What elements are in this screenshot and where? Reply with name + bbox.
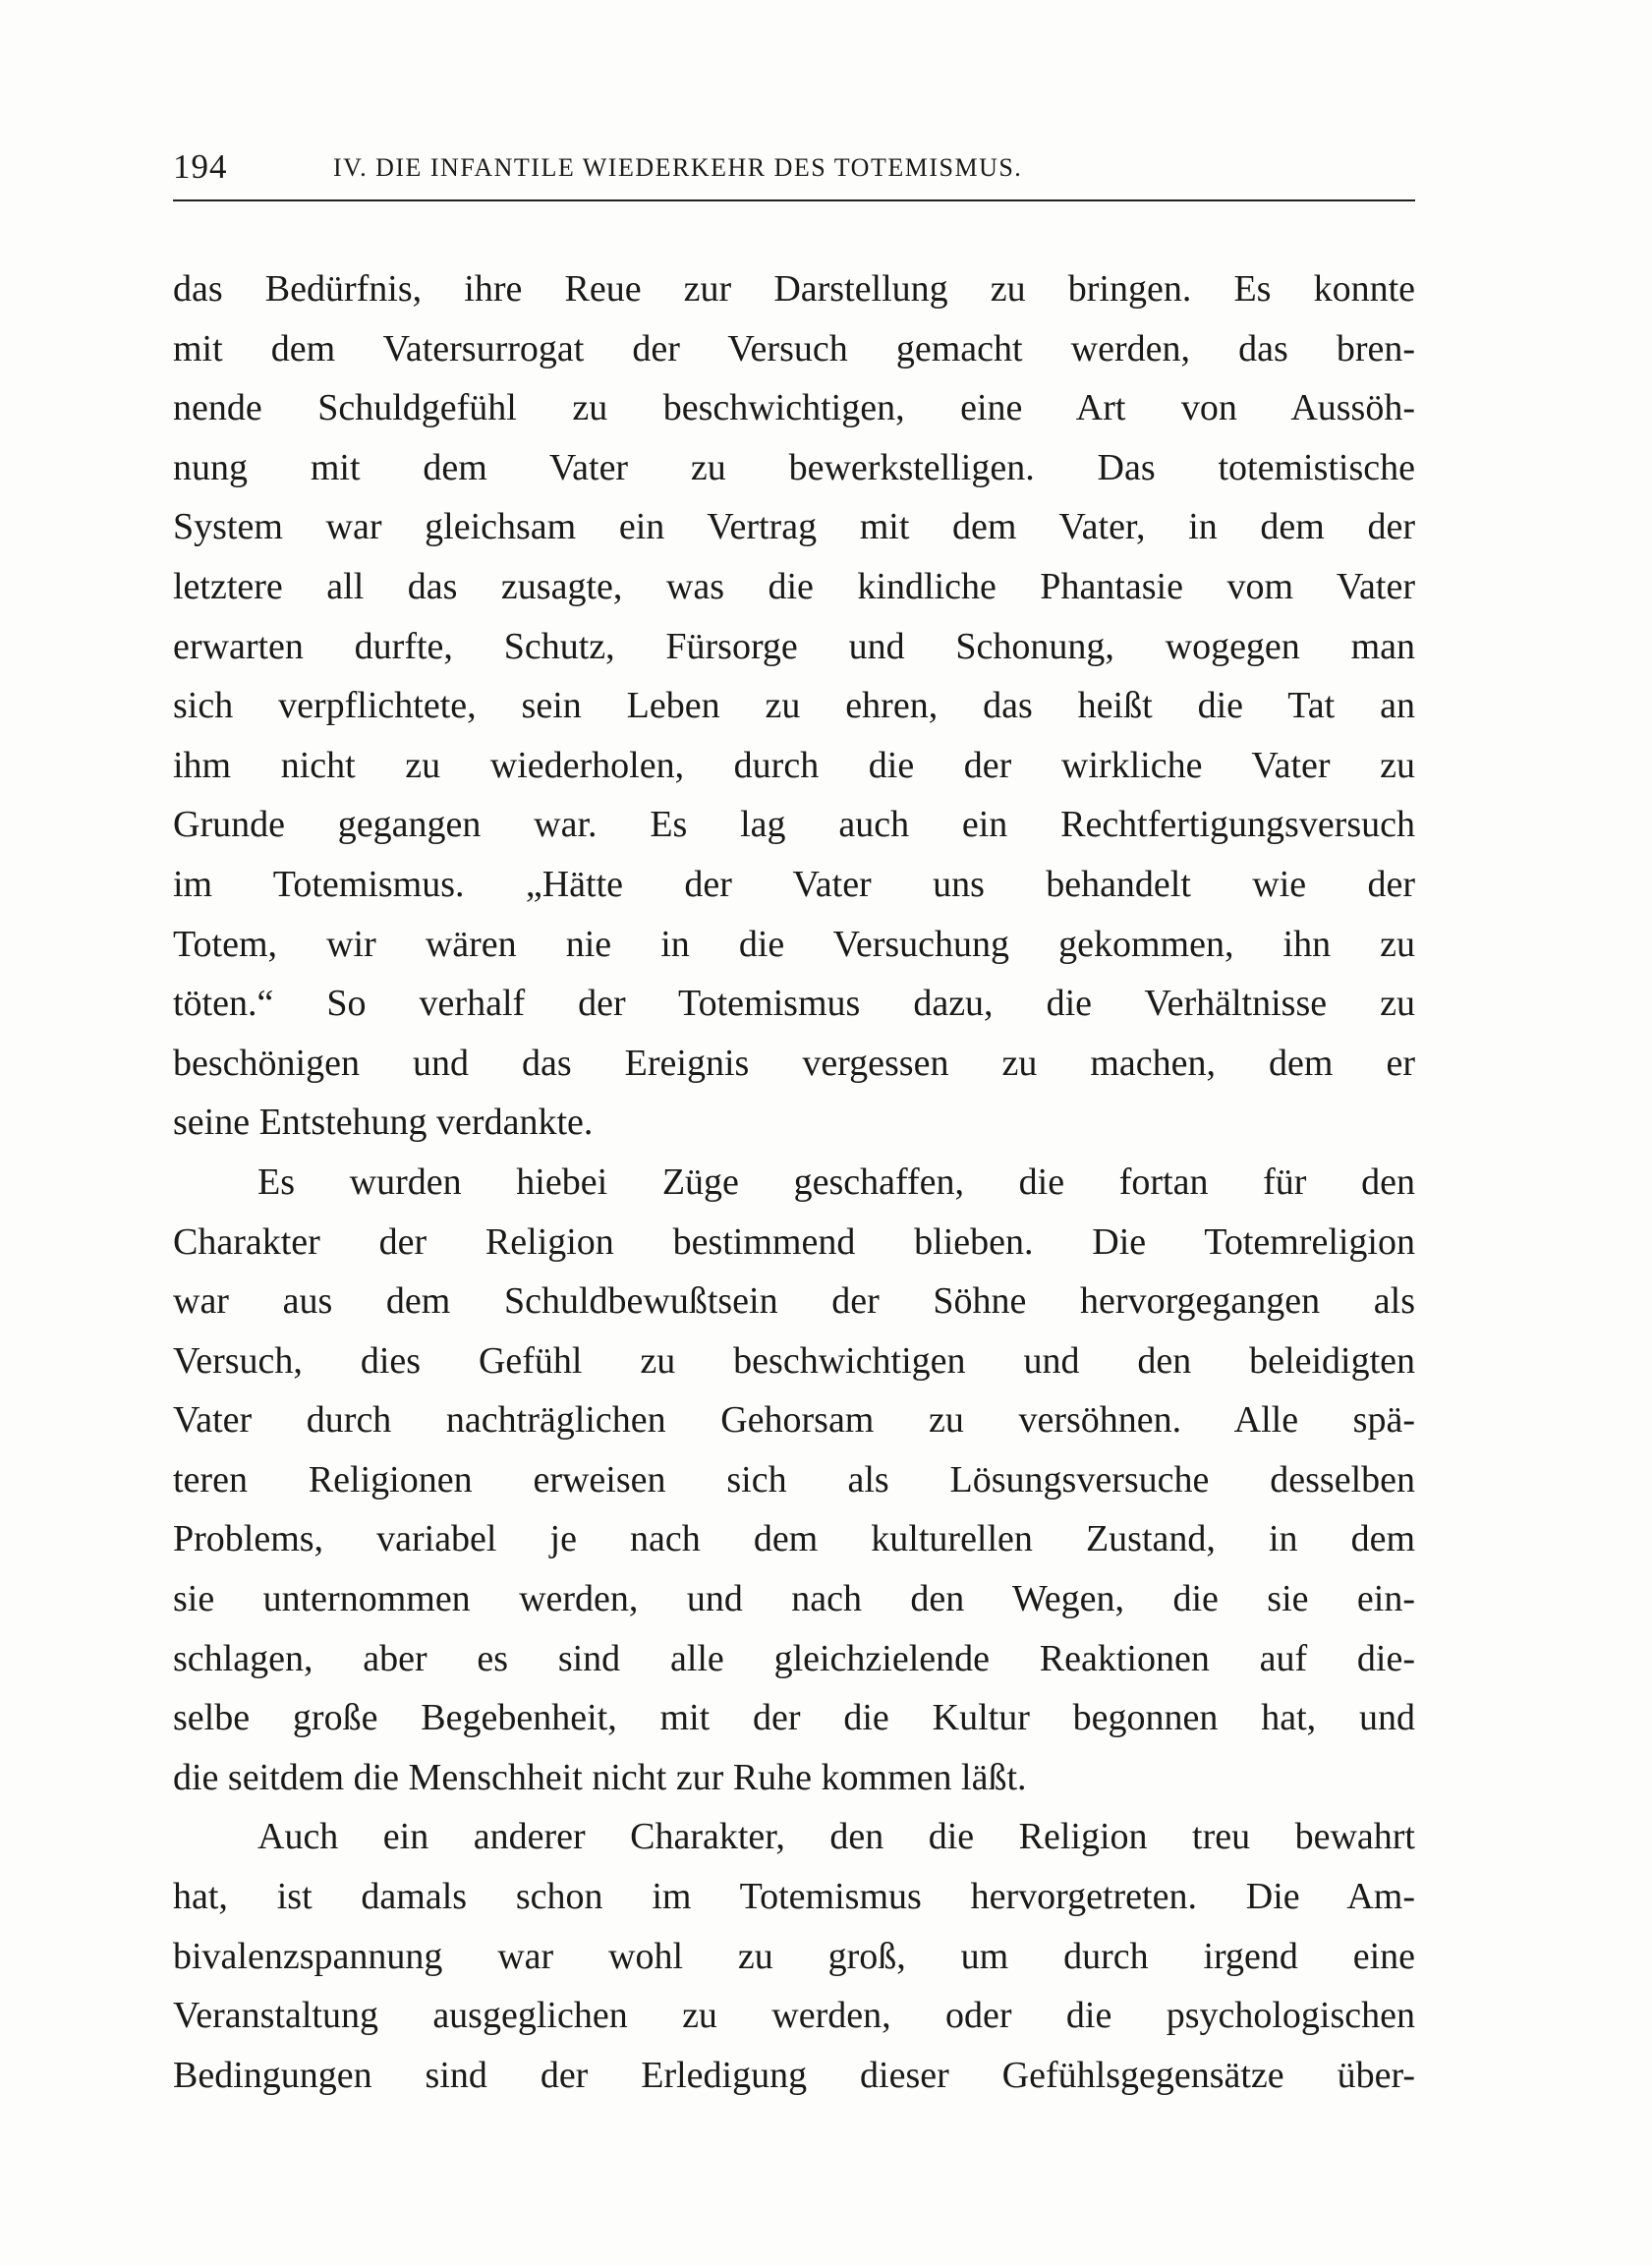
paragraph-1 (173, 259, 1415, 1153)
text-line: Veranstaltung ausgeglichen zu werden, oder die psychologischen (173, 1995, 1415, 2037)
text-line: selbe große Begebenheit, mit der die Kultur begonnen hat, und (173, 1697, 1415, 1739)
text-line: Es wurden hiebei Züge geschaffen, die fortan für den (257, 1161, 1415, 1203)
text-line: im Totemismus. „Hätte der Vater uns behandelt wie der (173, 863, 1415, 905)
text-line: bivalenzspannung war wohl zu groß, um durch irgend eine (173, 1935, 1415, 1977)
text-line: seine Entstehung verdankte. (173, 1102, 594, 1144)
text-line: töten.“ So verhalf der Totemismus dazu, die Verhältnisse zu (173, 983, 1415, 1025)
text-line: Auch ein anderer Charakter, den die Religion treu bewahrt (257, 1816, 1415, 1858)
header-rule (173, 199, 1415, 201)
text-line: beschönigen und das Ereignis vergessen zu machen, dem er (173, 1042, 1415, 1084)
text-line: Totem, wir wären nie in die Versuchung gekommen, ihn zu (173, 923, 1415, 965)
text-line: das Bedürfnis, ihre Reue zur Darstellung zu bringen. Es konnte (173, 268, 1415, 310)
text-line: Problems, variabel je nach dem kulturellen Zustand, in dem (173, 1518, 1415, 1560)
paragraph-3 (173, 1807, 1415, 2105)
text-line: nende Schuldgefühl zu beschwichtigen, eine Art von Aussöh- (173, 387, 1415, 429)
text-line: schlagen, aber es sind alle gleichzielende Reaktionen auf die- (173, 1637, 1415, 1679)
text-line: ihm nicht zu wiederholen, durch die der wirkliche Vater zu (173, 744, 1415, 786)
text-line: mit dem Vatersurrogat der Versuch gemacht werden, das bren- (173, 327, 1415, 369)
page-header (173, 147, 1415, 197)
text-line: Versuch, dies Gefühl zu beschwichtigen und den beleidigten (173, 1339, 1415, 1382)
text-line: System war gleichsam ein Vertrag mit dem Vater, in dem der (173, 506, 1415, 548)
text-line: war aus dem Schuldbewußtsein der Söhne hervorgegangen als (173, 1280, 1415, 1323)
text-line: letztere all das zusagte, was die kindliche Phantasie vom Vater (173, 565, 1415, 607)
text-line: erwarten durfte, Schutz, Fürsorge und Schonung, wogegen man (173, 625, 1415, 667)
text-line: sie unternommen werden, und nach den Wegen, die sie ein- (173, 1578, 1415, 1620)
text-line: die seitdem die Menschheit nicht zur Ruhe kommen läßt. (173, 1756, 1027, 1798)
text-line: hat, ist damals schon im Totemismus hervorgetreten. Die Am- (173, 1876, 1415, 1918)
text-line: nung mit dem Vater zu bewerkstelligen. Das totemistische (173, 446, 1415, 488)
text-line: Bedingungen sind der Erledigung dieser Gefühlsgegensätze über- (173, 2054, 1415, 2096)
running-head: IV. DIE INFANTILE WIEDERKEHR DES TOTEMISMUS. (333, 153, 1023, 182)
paragraph-2 (173, 1153, 1415, 1808)
text-line: teren Religionen erweisen sich als Lösungsversuche desselben (173, 1458, 1415, 1501)
text-line: Charakter der Religion bestimmend blieben. Die Totemreligion (173, 1220, 1415, 1263)
text-line: Grunde gegangen war. Es lag auch ein Rechtfertigungsversuch (173, 804, 1415, 846)
text-line: Vater durch nachträglichen Gehorsam zu versöhnen. Alle spä- (173, 1399, 1415, 1442)
text-line: sich verpflichtete, sein Leben zu ehren, das heißt die Tat an (173, 685, 1415, 727)
body-text (173, 259, 1415, 2105)
page-number: 194 (173, 147, 228, 186)
